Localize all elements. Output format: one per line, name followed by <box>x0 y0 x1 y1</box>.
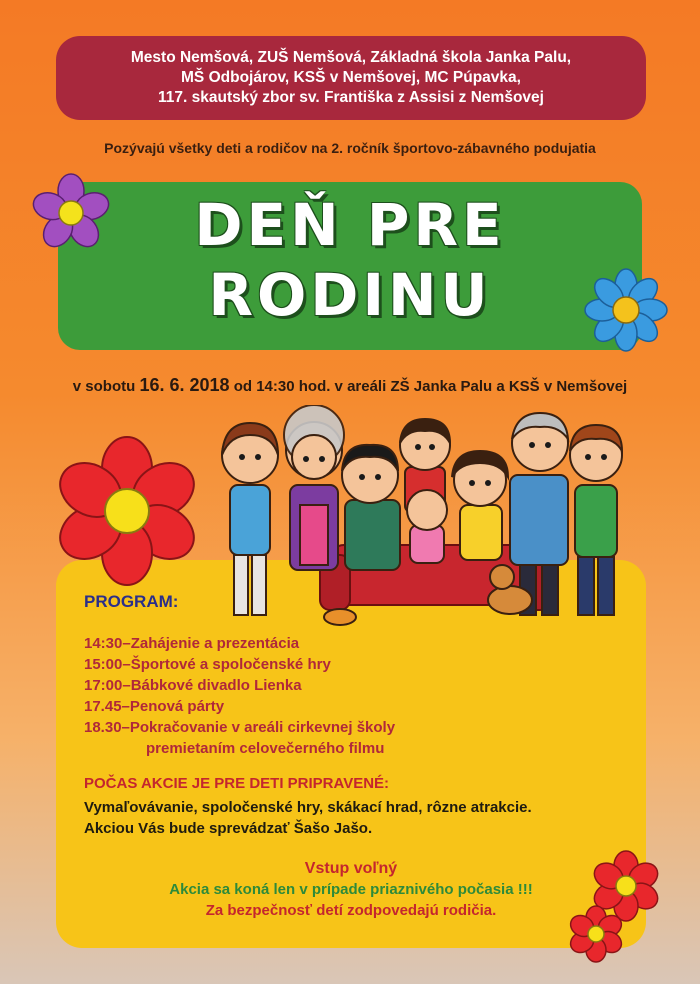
weather-note: Akcia sa koná len v prípade priaznivého počasia !!! <box>169 881 533 898</box>
event-title-line-1: DEŇ PRE <box>194 191 506 259</box>
schedule-item: 18.30 – Pokračovanie v areáli cirkevnej školy <box>84 719 396 736</box>
event-title-line-2: RODINU <box>208 261 492 329</box>
free-entry: Vstup voľný <box>304 860 398 877</box>
safety-note: Za bezpečnosť detí zodpovedajú rodičia. <box>205 902 497 919</box>
flower-icon <box>30 172 112 254</box>
date-line <box>0 375 700 396</box>
date-prefix: v sobotu <box>72 378 140 395</box>
organizers-line-2: MŠ Odbojárov, KSŠ v Nemšovej, MC Púpavka, <box>181 69 521 86</box>
program-title: PROGRAM: <box>84 592 179 611</box>
footer-notes <box>56 858 646 921</box>
event-date: 16. 6. 2018 <box>139 375 230 395</box>
schedule-text: Zahájenie a prezentácia <box>130 635 300 652</box>
schedule-time: 18.30 <box>84 719 122 736</box>
schedule-item: 17.45 – Penová párty <box>84 698 225 715</box>
flower-icon <box>52 436 202 586</box>
schedule-continuation: premietaním celovečerného filmu <box>146 740 385 757</box>
organizers-line-3: 117. skautský zbor sv. Františka z Assisi z Nemšovej <box>158 89 544 106</box>
flower-icon <box>582 266 670 354</box>
organizers-banner <box>56 36 646 120</box>
schedule-text: Bábkové divadlo Lienka <box>130 677 302 694</box>
family-illustration <box>210 405 660 635</box>
prepared-title: POČAS AKCIE JE PRE DETI PRIPRAVENÉ: <box>84 775 390 792</box>
schedule-item: 17:00 – Bábkové divadlo Lienka <box>84 677 302 694</box>
schedule-time: 14:30 <box>84 635 123 652</box>
prepared-line-1: Vymaľovávanie, spoločenské hry, skákací hrad, rôzne atrakcie. <box>84 799 532 816</box>
schedule-item: 14:30 – Zahájenie a prezentácia <box>84 635 300 652</box>
prepared-line-2: Akciou Vás bude sprevádzať Šašo Jašo. <box>84 820 373 837</box>
schedule-time: 15:00 <box>84 656 123 673</box>
schedule-text: Penová párty <box>129 698 225 715</box>
program-schedule <box>84 633 395 759</box>
date-location: od 14:30 hod. v areáli ZŠ Janka Palu a KSŠ v Nemšovej <box>229 378 628 395</box>
organizers-line-1: Mesto Nemšová, ZUŠ Nemšová, Základná škola Janka Palu, <box>130 49 572 66</box>
schedule-text: Športové a spoločenské hry <box>130 656 331 673</box>
schedule-time: 17:00 <box>84 677 123 694</box>
schedule-item: 15:00 – Športové a spoločenské hry <box>84 656 331 673</box>
schedule-text: Pokračovanie v areáli cirkevnej školy <box>129 719 396 736</box>
invitation-text: Pozývajú všetky deti a rodičov na 2. ročník športovo-zábavného podujatia <box>104 140 596 156</box>
prepared-text <box>84 797 532 839</box>
flower-icon <box>566 904 626 964</box>
schedule-time: 17.45 <box>84 698 122 715</box>
event-title <box>58 190 642 330</box>
